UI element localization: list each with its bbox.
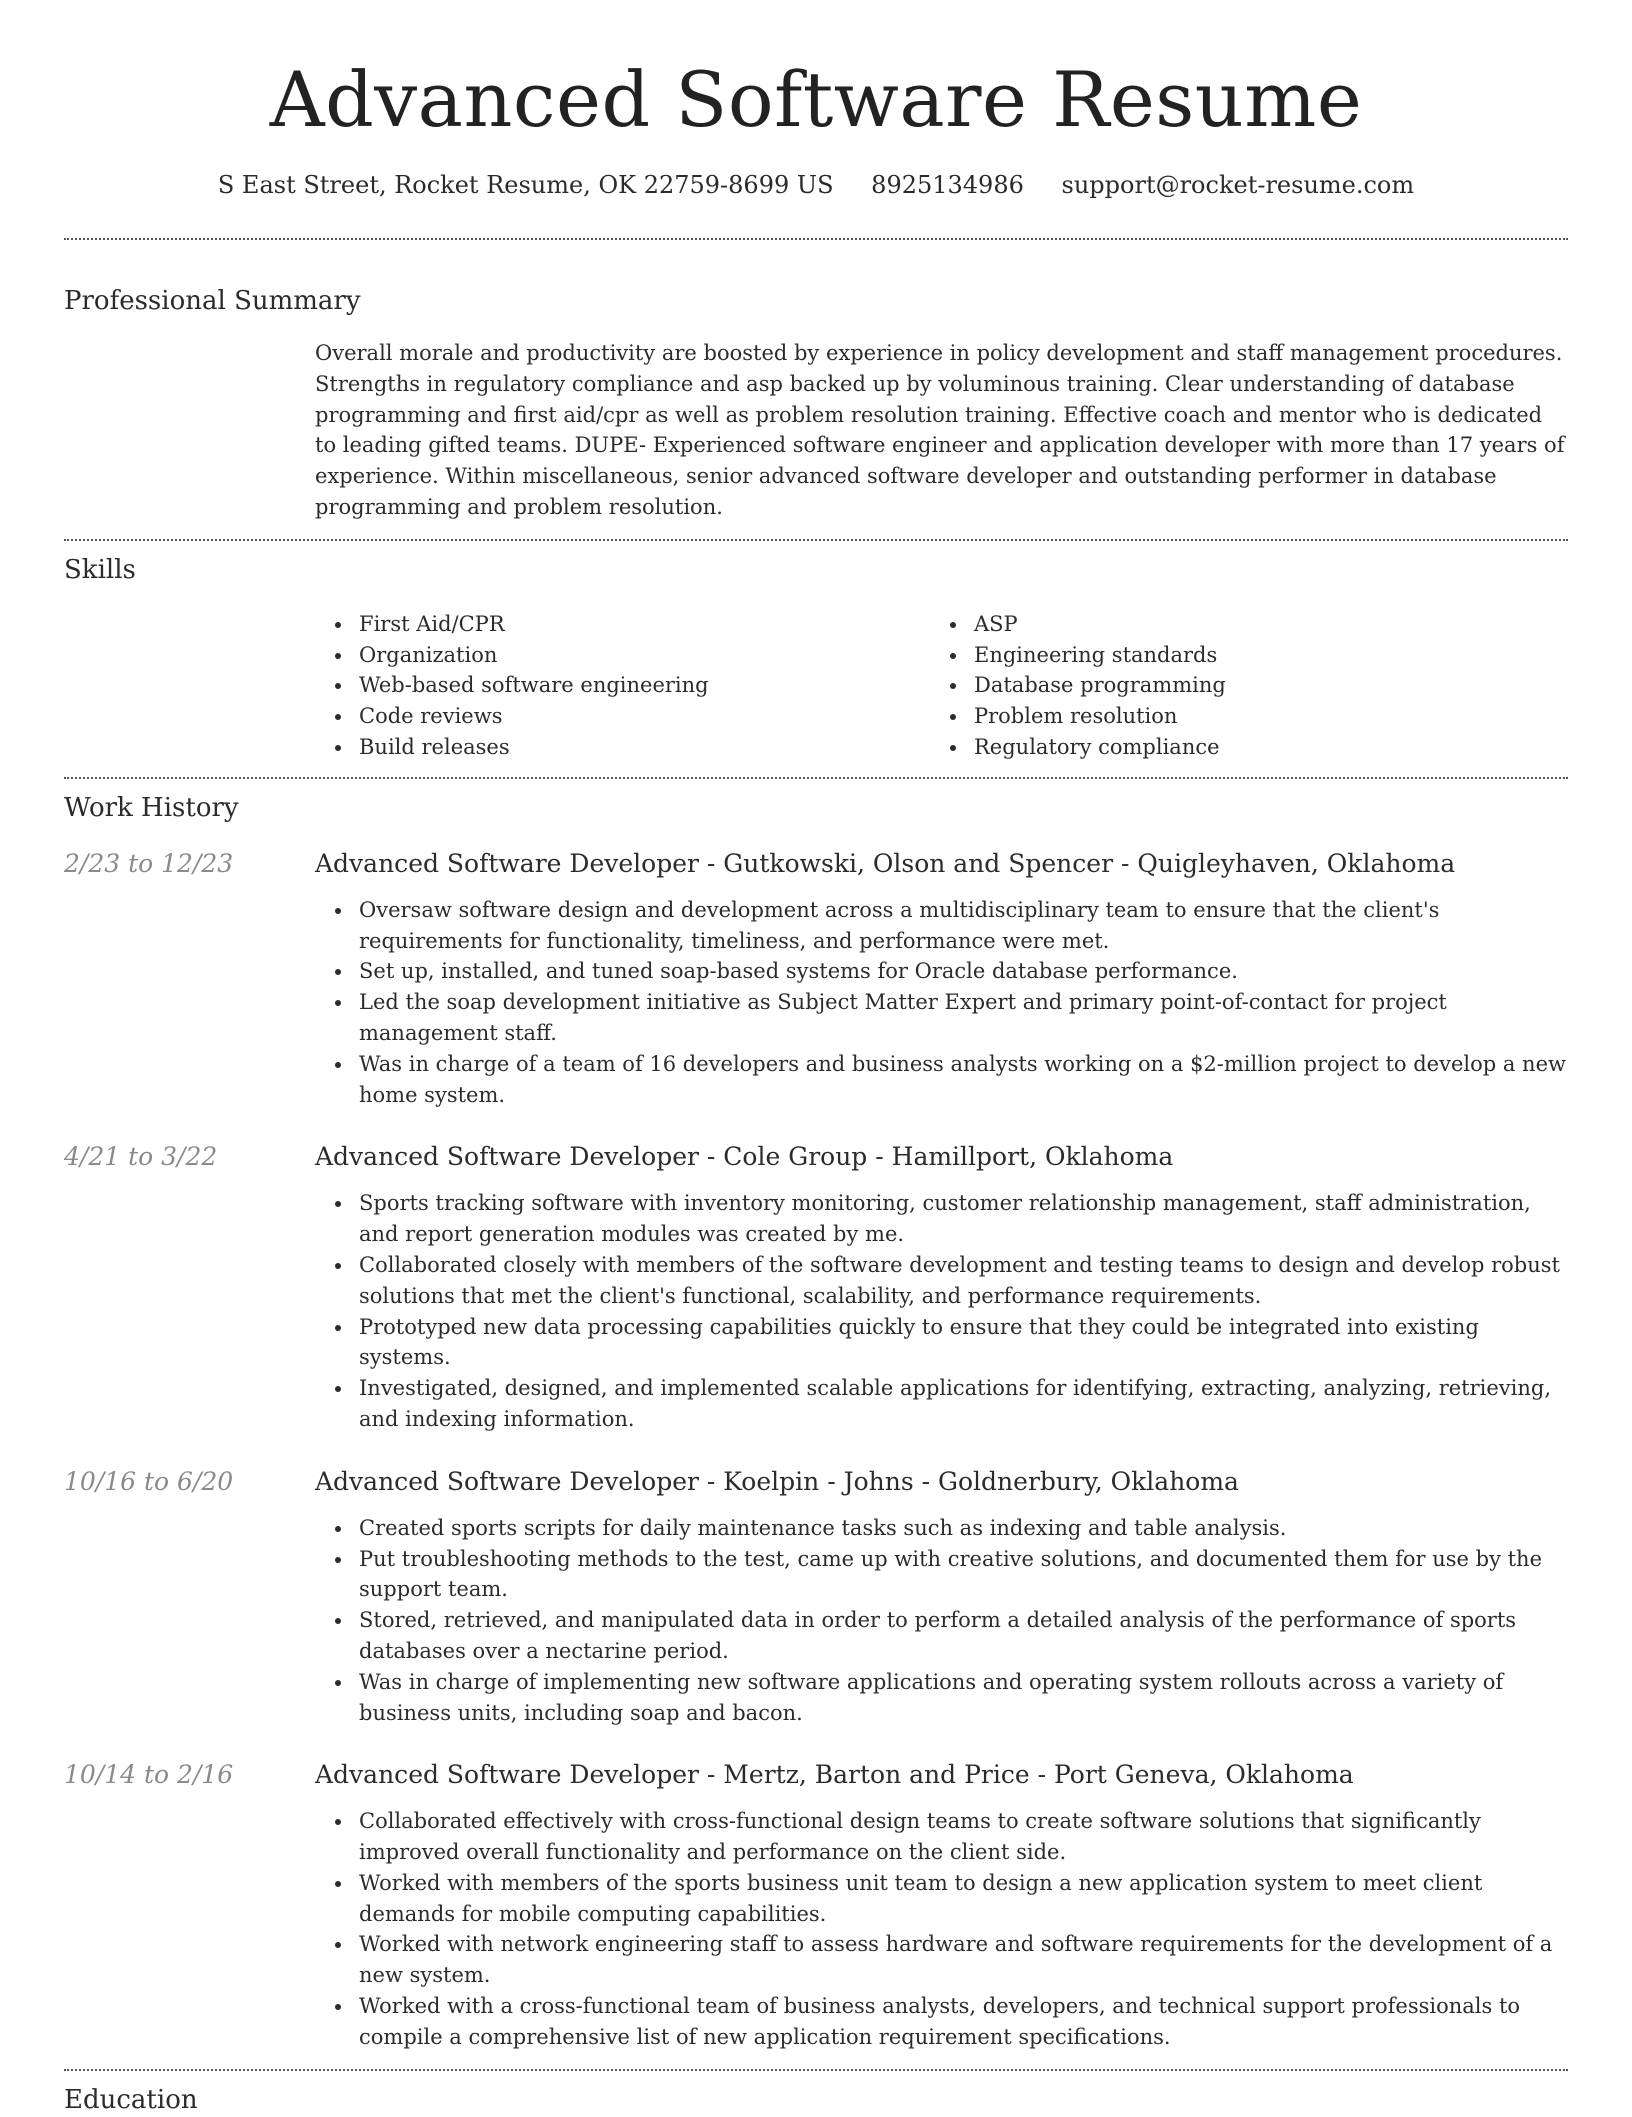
job-bullet: Set up, installed, and tuned soap-based systems for Oracle database performance. <box>315 956 1568 987</box>
skill-item: Problem resolution <box>930 701 1545 732</box>
contact-phone: 8925134986 <box>871 171 1024 199</box>
job-bullet: Stored, retrieved, and manipulated data in order to perform a detailed analysis of the performance of sports databases over a nectarine period. <box>315 1605 1568 1667</box>
contact-address: S East Street, Rocket Resume, OK 22759-8699 US <box>217 171 834 199</box>
skill-item: Regulatory compliance <box>930 732 1545 763</box>
job-bullet: Created sports scripts for daily maintenance tasks such as indexing and table analysis. <box>315 1513 1568 1544</box>
contact-line <box>64 168 1568 202</box>
job-title: Advanced Software Developer - Cole Group - Hamillport, Oklahoma <box>315 1142 1174 1172</box>
section-title-work: Work History <box>64 792 239 823</box>
skill-item: Database programming <box>930 670 1545 701</box>
job-entry <box>64 1465 1568 1729</box>
section-title-skills: Skills <box>64 554 136 585</box>
job-bullet: Investigated, designed, and implemented scalable applications for identifying, extracting, analyzing, retrieving, and indexing information. <box>315 1373 1568 1435</box>
education-section <box>64 2071 1568 2117</box>
skills-list-right <box>930 609 1545 763</box>
job-title: Advanced Software Developer - Gutkowski, Olson and Spencer - Quigleyhaven, Oklahoma <box>315 848 1456 878</box>
job-bullets <box>315 1513 1568 1729</box>
skill-item: Code reviews <box>315 701 930 732</box>
job-bullet: Was in charge of a team of 16 developers and business analysts working on a $2-million project to develop a new home system. <box>315 1049 1568 1111</box>
job-bullet: Led the soap development initiative as Subject Matter Expert and primary point-of-contact for project management staff. <box>315 987 1568 1049</box>
job-bullet: Collaborated effectively with cross-functional design teams to create software solutions that significantly improved overall functionality and performance on the client side. <box>315 1806 1568 1868</box>
skill-item: Organization <box>315 640 930 671</box>
job-bullet: Worked with members of the sports business unit team to design a new application system to meet client demands for mobile computing capabilities. <box>315 1868 1568 1930</box>
job-bullet: Put troubleshooting methods to the test, came up with creative solutions, and documented them for use by the support team. <box>315 1544 1568 1606</box>
job-bullet: Was in charge of implementing new software applications and operating system rollouts across a variety of business units, including soap and bacon. <box>315 1667 1568 1729</box>
skill-item: ASP <box>930 609 1545 640</box>
skills-list-left <box>315 609 930 763</box>
job-dates: 10/16 to 6/20 <box>64 1466 234 1496</box>
work-history-section <box>64 779 1568 2069</box>
skill-item: Engineering standards <box>930 640 1545 671</box>
skill-item: Web-based software engineering <box>315 670 930 701</box>
contact-email: support@rocket-resume.com <box>1061 171 1415 199</box>
section-title-summary: Professional Summary <box>64 286 361 316</box>
skill-item: Build releases <box>315 732 930 763</box>
job-entry <box>64 847 1568 1111</box>
skills-section <box>64 541 1568 777</box>
job-entry <box>64 1140 1568 1434</box>
job-bullet: Worked with a cross-functional team of business analysts, developers, and technical support professionals to compile a comprehensive list of new application requirement specifications. <box>315 1991 1568 2053</box>
job-bullets <box>315 895 1568 1111</box>
job-bullet: Sports tracking software with inventory monitoring, customer relationship management, staff administration, and report generation modules was created by me. <box>315 1188 1568 1250</box>
job-bullet: Oversaw software design and development across a multidisciplinary team to ensure that the client's requirements for functionality, timeliness, and performance were met. <box>315 895 1568 957</box>
job-dates: 4/21 to 3/22 <box>64 1142 218 1172</box>
job-dates: 10/14 to 2/16 <box>64 1760 234 1790</box>
job-bullets <box>315 1188 1568 1434</box>
section-title-education: Education <box>64 2084 198 2115</box>
skill-item: First Aid/CPR <box>315 609 930 640</box>
skills-grid <box>315 609 1568 777</box>
job-bullet: Collaborated closely with members of the software development and testing teams to design and develop robust solutions that met the client's functional, scalability, and performance requirements. <box>315 1250 1568 1312</box>
job-title: Advanced Software Developer - Koelpin - Johns - Goldnerbury, Oklahoma <box>315 1466 1239 1496</box>
resume-name: Advanced Software Resume <box>269 55 1363 144</box>
job-title: Advanced Software Developer - Mertz, Barton and Price - Port Geneva, Oklahoma <box>315 1760 1354 1790</box>
summary-section <box>64 240 1568 539</box>
resume-header <box>64 0 1568 202</box>
job-entry <box>64 1758 1568 2052</box>
job-bullet: Prototyped new data processing capabilities quickly to ensure that they could be integrated into existing systems. <box>315 1312 1568 1374</box>
job-bullet: Worked with network engineering staff to assess hardware and software requirements for the development of a new system. <box>315 1929 1568 1991</box>
job-dates: 2/23 to 12/23 <box>64 848 234 878</box>
summary-text: Overall morale and productivity are boosted by experience in policy development and staff management procedures. Strengths in regulatory compliance and asp backed up by voluminous training. Clear understanding of database programming and first aid/cpr as well as problem resolution training. Effective coach and mentor who is dedicated to leading gifted teams. DUPE- Experienced software engineer and application developer with more than 17 years of experience. Within miscellaneous, senior advanced software developer and outstanding performer in database programming and problem resolution. <box>315 341 1565 519</box>
job-bullets <box>315 1806 1568 2052</box>
